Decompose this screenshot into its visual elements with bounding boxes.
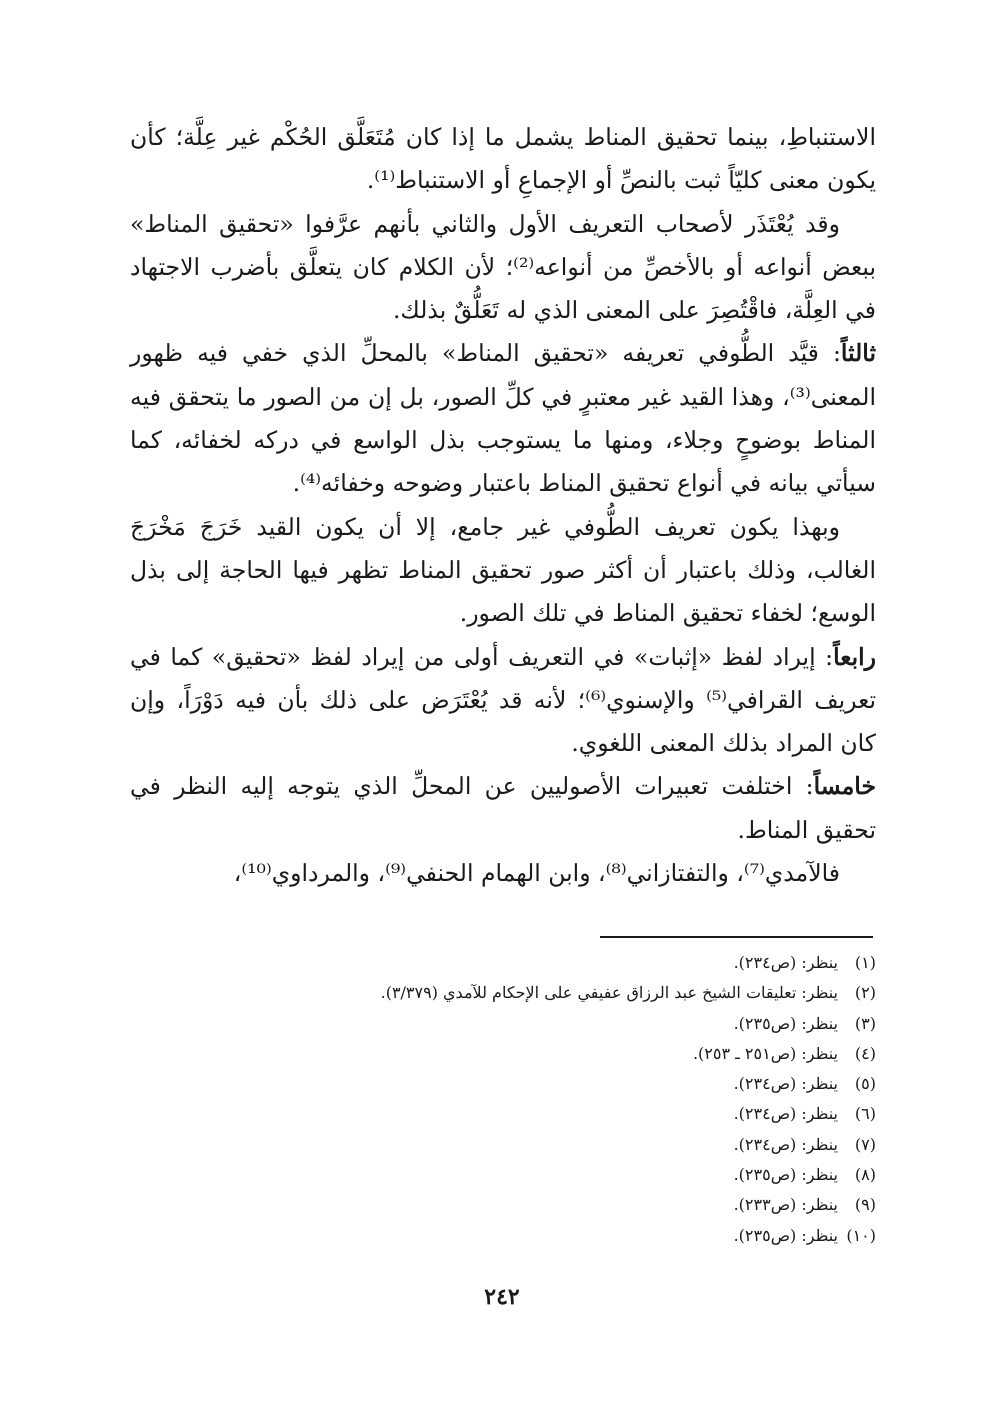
footnote-number: (٥) xyxy=(854,1074,876,1094)
footnote-7 xyxy=(130,1130,876,1160)
paragraph-5 xyxy=(130,636,876,766)
footnote-text: ينظر: (ص٢٥١ ـ ٢٥٣). xyxy=(692,1043,838,1063)
footnote-2 xyxy=(130,978,876,1008)
footnote-number: (٣) xyxy=(854,1013,876,1033)
footnote-1 xyxy=(130,948,876,978)
footnote-number: (٩) xyxy=(854,1195,876,1215)
paragraph-4 xyxy=(130,506,876,636)
section-heading-fourth: رابعاً xyxy=(833,642,876,671)
paragraph-3 xyxy=(130,332,876,505)
paragraph-2 xyxy=(130,203,876,333)
footnote-text: ينظر: (ص٢٣٣). xyxy=(733,1195,838,1215)
paragraph-text: : إيراد لفظ «إثبات» في التعريف أولى من إيراد لفظ «تحقيق» كما في تعريف القرافي⁽⁵⁾ والإسنوي⁽⁶⁾؛ لأنه قد يُعْتَرَض على ذلك بأن فيه دَوْرَاً، وإن كان المراد بذلك المعنى اللغوي. xyxy=(130,642,877,758)
paragraph-text: : اختلفت تعبيرات الأصوليين عن المحلِّ الذي يتوجه إليه النظر في تحقيق المناط. xyxy=(130,772,876,844)
footnote-8 xyxy=(130,1160,876,1190)
page-number: ٢٤٢ xyxy=(484,1284,520,1310)
paragraph-7 xyxy=(130,852,876,895)
footnote-4 xyxy=(130,1039,876,1069)
footnote-text: ينظر: (ص٢٣٤). xyxy=(733,1134,838,1154)
footnote-10 xyxy=(130,1221,876,1251)
footnote-number: (٨) xyxy=(854,1165,876,1185)
footnotes xyxy=(130,948,876,1251)
footnote-number: (١٠) xyxy=(846,1225,876,1245)
footnote-number: (٦) xyxy=(854,1104,876,1124)
section-heading-fifth: خامساً xyxy=(813,772,876,801)
paragraph-1 xyxy=(130,116,876,203)
footnote-text: ينظر: (ص٢٣٥). xyxy=(733,1225,838,1245)
section-heading-third: ثالثاً xyxy=(840,339,876,368)
main-text xyxy=(130,116,876,895)
footnote-text: ينظر: تعليقات الشيخ عبد الرزاق عفيفي على الإحكام للآمدي (٣/٣٧٩). xyxy=(380,983,838,1003)
footnote-number: (٧) xyxy=(854,1134,876,1154)
footnote-text: ينظر: (ص٢٣٤). xyxy=(733,953,838,972)
footnote-5 xyxy=(130,1069,876,1099)
paragraph-text: الاستنباطِ، بينما تحقيق المناط يشمل ما إذا كان مُتَعَلَّق الحُكْم غير عِلَّة؛ كأن يكون معنى كليّاً ثبت بالنصِّ أو الإجماعِ أو الاستنباط⁽¹⁾. xyxy=(130,123,876,195)
footnote-text: ينظر: (ص٢٣٤). xyxy=(733,1104,838,1124)
footnote-text: ينظر: (ص٢٣٥). xyxy=(733,1165,838,1185)
footnote-9 xyxy=(130,1190,876,1220)
paragraph-text: : قيَّد الطُّوفي تعريفه «تحقيق المناط» بالمحلِّ الذي خفي فيه ظهور المعنى⁽³⁾، وهذا القيد غير معتبرٍ في كلِّ الصور، بل إن من الصور ما يتحقق فيه المناط بوضوحٍ وجلاء، ومنها ما يستوجب بذل الواسع في دركه لخفائه، كما سيأتي بيانه في أنواع تحقيق المناط باعتبار وضوحه وخفائه⁽⁴⁾. xyxy=(130,339,876,498)
paragraph-6 xyxy=(130,765,876,852)
footnote-6 xyxy=(130,1099,876,1129)
paragraph-text: فالآمدي⁽⁷⁾، والتفتازاني⁽⁸⁾، وابن الهمام الحنفي⁽⁹⁾، والمرداوي⁽¹⁰⁾، xyxy=(233,859,840,888)
paragraph-text: وقد يُعْتَذَر لأصحاب التعريف الأول والثاني بأنهم عرَّفوا «تحقيق المناط» ببعض أنواعه أو بالأخصِّ من أنواعه⁽²⁾؛ لأن الكلام كان يتعلَّق بأضرب الاجتهاد في العِلَّة، فاقْتُصِرَ على المعنى الذي له تَعَلُّقٌ بذلك. xyxy=(130,209,877,325)
footnote-divider xyxy=(600,936,873,938)
footnote-text: ينظر: (ص٢٣٤). xyxy=(733,1074,838,1094)
footnote-number: (١) xyxy=(854,953,876,972)
footnote-number: (٢) xyxy=(854,983,876,1003)
footnote-text: ينظر: (ص٢٣٥). xyxy=(733,1013,838,1033)
paragraph-text: وبهذا يكون تعريف الطُّوفي غير جامع، إلا أن يكون القيد خَرَجَ مَخْرَجَ الغالب، وذلك باعتبار أن أكثر صور تحقيق المناط تظهر فيها الحاجة إلى بذل الوسع؛ لخفاء تحقيق المناط في تلك الصور. xyxy=(130,512,876,628)
footnote-3 xyxy=(130,1009,876,1039)
footnote-number: (٤) xyxy=(854,1043,876,1063)
